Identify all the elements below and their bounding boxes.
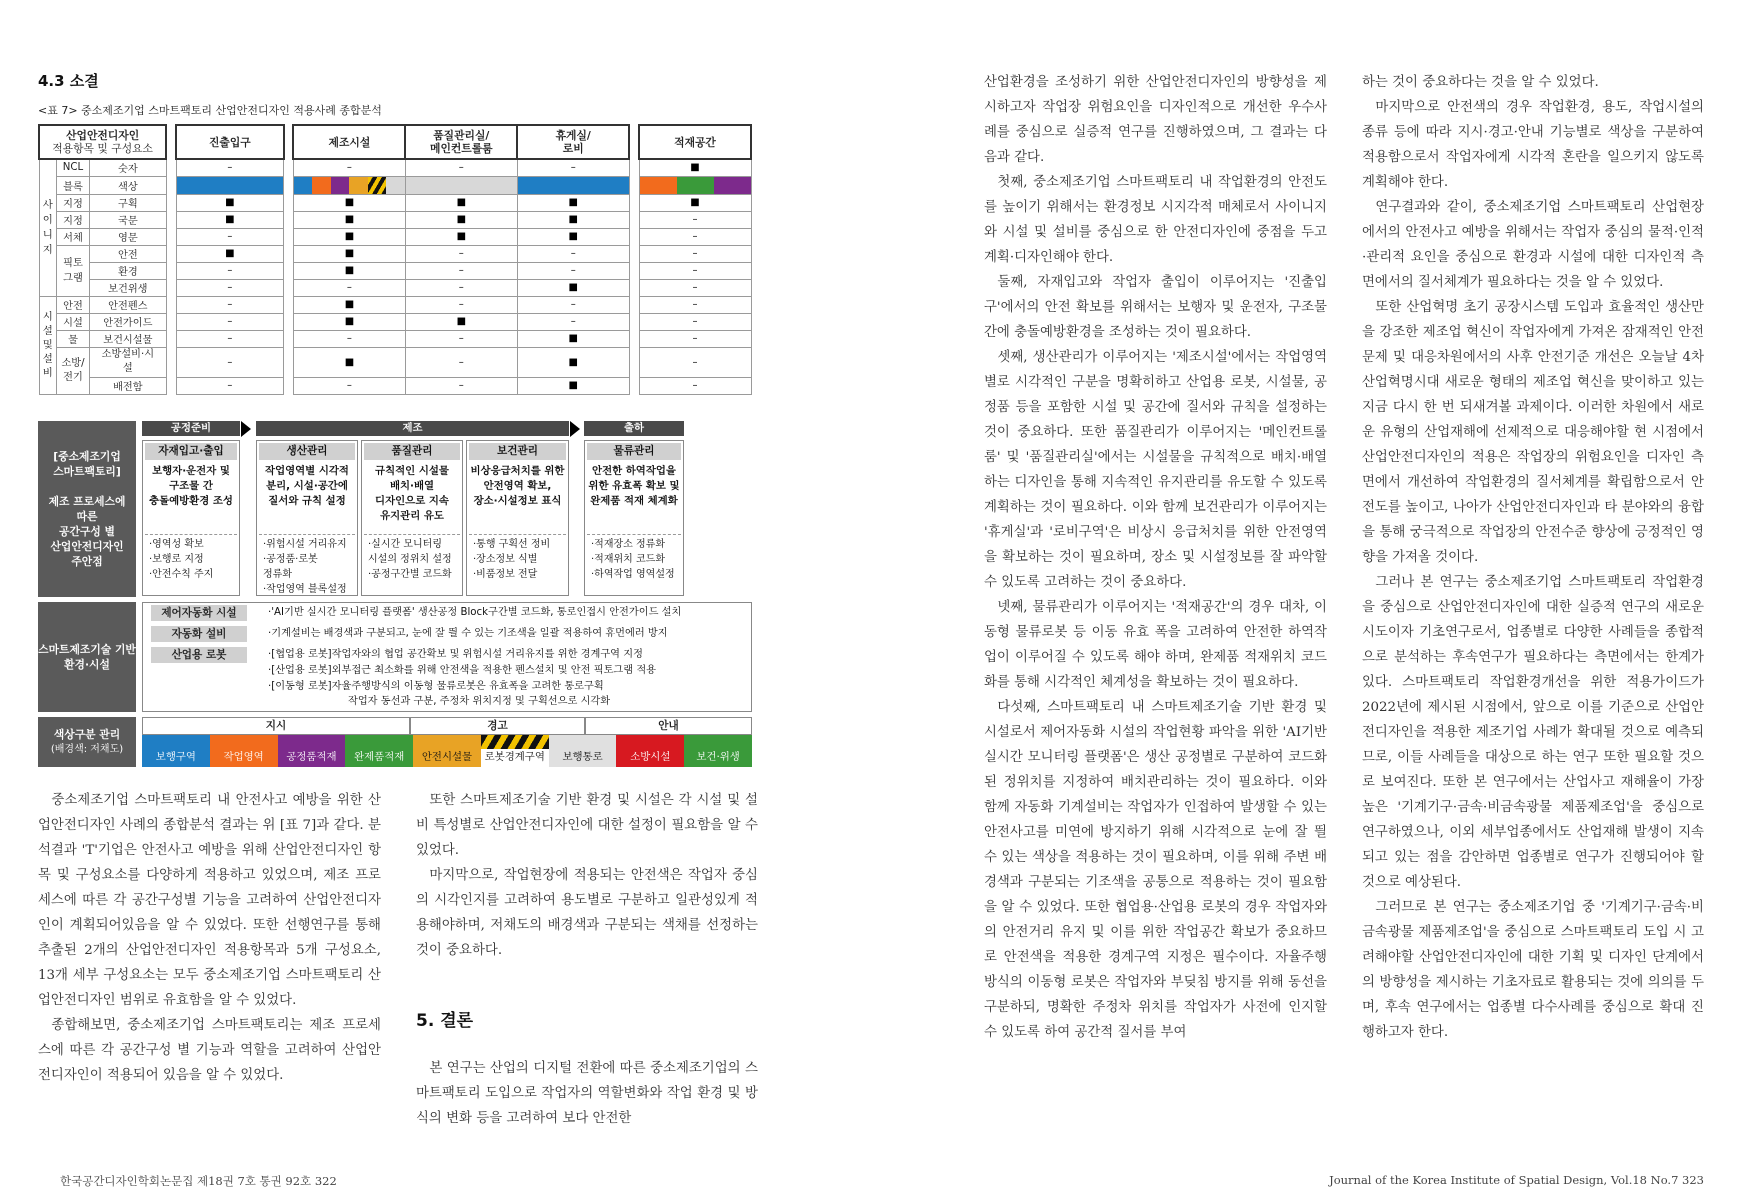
process-desc: 안전한 하역작업을 위한 유효폭 확보 및 완제품 적재 체계화 (588, 465, 680, 507)
sub-group: 소방/ 전기 (57, 347, 90, 394)
legend-cell-label: 완제품적재 (354, 751, 405, 763)
color-bar (640, 177, 751, 194)
mark-cell: – (639, 228, 751, 245)
item-label: 안전펜스 (89, 296, 166, 313)
factor-control-automation: 제어자동화 시설 (151, 605, 247, 621)
paragraph: 중소제조기업 스마트팩토리 내 안전사고 예방을 위한 산업안전디자인 사례의 종합분석 결과는 위 [표 7]과 같다. 분석결과 'T'기업은 안전사고 예방을 위해 산업안전디자인 항목 및 구성요소를 다양하게 적용하고 있었으며, 제조 프로세스에 따른 각 공간구성별 기능을 고려하여 산업안전디자인이 계획되어있음을 알 수 있었다. 또한 선행연구를 통해 추출된 2개의 산업안전디자인 적용항목과 5개 구성요소, 13개 세부 구성요소는 모두 중소제조기업 스마트팩토리 산업안전디자인 범위로 유효함을 알 수 있었다. (38, 793, 381, 1008)
mark-cell: ■ (293, 194, 405, 211)
legend-cell-label: 보행구역 (155, 751, 196, 763)
smart-line-5: ·[이동형 로봇]자율주행방식의 이동형 물류로봇은 유효폭을 고려한 통로구획 (268, 681, 604, 692)
mark-cell: – (639, 330, 751, 347)
mark-cell: – (517, 245, 629, 262)
mark-cell: – (176, 262, 284, 279)
mark-cell: – (176, 330, 284, 347)
process-items: ·통행 구획선 정비 ·장소정보 식별 ·비품정보 전달 (469, 534, 566, 582)
color-cell (517, 176, 629, 194)
paragraph: 그러나 본 연구는 중소제조기업 스마트팩토리 작업환경을 중심으로 산업안전디자인에 대한 실증적 연구의 새로운 시도이자 기초연구로서, 업종별로 다양한 사례들을 종합적으로 분석하는 후속연구가 필요하다는 측면에서는 한계가 있다. 스마트팩토리 작업환경개선을 위한 적용가이드가 2022년에 제시된 시점에서, 앞으로 이를 기준으로 산업안전디자인을 적용한 제조기업 사례가 확대될 것으로 예측되므로, 이들 사례들을 대상으로 하는 연구 또한 필요할 것으로 보여진다. 또한 본 연구에서는 산업사고 재해율이 가장 높은 '기계기구·금속·비금속광물 제품제조업'을 중심으로 연구하였으나, 이외 세부업종에서도 산업재해 발생이 지속되고 있는 점을 감안하면 업종별로 연구가 진행되어야 할 것으로 예상된다. (1362, 575, 1704, 890)
process-title: 자재입고·출입 (145, 443, 237, 460)
col-header-manufacturing: 제조시설 (293, 125, 405, 159)
process-desc: 비상응급처치를 위한 안전영역 확보, 장소·시설정보 표식 (470, 465, 565, 507)
paragraph: 마지막으로, 작업현장에 적용되는 안전색은 작업자 중심의 시각인지를 고려하여 용도별로 구분하고 일관성있게 적용해야하며, 저채도의 배경색과 구분되는 색채를 선정하는 것이 중요하다. (416, 868, 758, 958)
table-row (39, 245, 751, 262)
process-title: 보건관리 (469, 443, 566, 460)
footer-right: Journal of the Korea Institute of Spatial Design, Vol.18 No.7 323 (1329, 1173, 1704, 1187)
mark-cell: ■ (293, 262, 405, 279)
text-column-4 (1362, 70, 1704, 1045)
process-column (256, 440, 358, 596)
paragraph: 마지막으로 안전색의 경우 작업환경, 용도, 작업시설의 종류 등에 따라 지시·경고·안내 기능별로 색상을 구분하여 적용함으로서 작업자에게 시각적 혼란을 일으키지 않도록 계획해야 한다. (1362, 100, 1704, 190)
color-cell (639, 176, 751, 194)
mark-cell: ■ (293, 296, 405, 313)
process-left-label: [중소제조기업 스마트팩토리] 제조 프로세스에 따른 공간구성 별 산업안전디자인 주안점 (38, 421, 136, 597)
process-items: ·실시간 모니터링 시설의 정위치 설정 ·공정구간별 코드화 (364, 534, 460, 582)
mark-cell: ■ (293, 211, 405, 228)
table-row (39, 313, 751, 330)
paragraph: 그러므로 본 연구는 중소제조기업 중 '기계기구·금속·비금속광물 제품제조업'을 중심으로 스마트팩토리 도입 시 고려해야할 산업안전디자인에 대한 기획 및 디자인 단계에서의 방향성을 제시하는 기초자료로 활용되는 것에 의의를 두며, 후속 연구에서는 업종별 다수사례를 중심으로 확대 진행하고자 한다. (1362, 900, 1704, 1040)
color-bar (294, 177, 405, 194)
legend-cell-label: 소방시설 (630, 751, 671, 763)
col-header-quality-room: 품질관리실/ 메인컨트롤룸 (405, 125, 517, 159)
process-column (466, 440, 569, 596)
legend-group-instruction: 지시 (142, 717, 410, 735)
item-label: 영문 (89, 228, 166, 245)
sub-group: 지정 (57, 194, 90, 211)
mark-cell: – (405, 347, 517, 377)
sub-group: 지정 (57, 211, 90, 228)
sub-group (57, 245, 90, 296)
process-desc: 규칙적인 시설물 배치·배열 디자인으로 지속 유지관리 유도 (375, 465, 449, 522)
col-header-storage: 적재공간 (639, 125, 751, 159)
mark-cell: ■ (405, 228, 517, 245)
legend-cell-label: 로봇경계구역 (484, 751, 545, 763)
color-cell (405, 176, 517, 194)
table-row (39, 296, 751, 313)
color-bar (406, 177, 517, 194)
paragraph: 하는 것이 중요하다는 것을 알 수 있었다. (1362, 75, 1599, 90)
table-row (39, 176, 751, 194)
legend-cell (549, 735, 617, 767)
paragraph: 산업환경을 조성하기 위한 산업안전디자인의 방향성을 제시하고자 작업장 위험요인을 디자인적으로 개선한 우수사례를 중심으로 실증적 연구를 진행하였으며, 그 결과는 다음과 같다. (984, 75, 1327, 165)
phase-arrow-1 (241, 421, 251, 437)
legend-cell (616, 735, 684, 767)
mark-cell: ■ (293, 347, 405, 377)
mark-cell: ■ (176, 245, 284, 262)
item-label: 구획 (89, 194, 166, 211)
summary-table (38, 124, 752, 395)
phase-shipping: 출하 (584, 421, 684, 436)
paragraph: 첫째, 중소제조기업 스마트팩토리 내 작업환경의 안전도를 높이기 위해서는 환경정보 시지각적 매체로서 사이니지와 시설 및 설비를 중심으로 한 안전디자인에 중점을 두고 계획·디자인해야 한다. (984, 175, 1327, 265)
footer-left: 한국공간디자인학회논문집 제18권 7호 통권 92호 322 (60, 1174, 337, 1188)
item-label: 환경 (89, 262, 166, 279)
paragraph: 또한 스마트제조기술 기반 환경 및 시설은 각 시설 및 설비 특성별로 산업안전디자인에 대한 설정이 필요함을 알 수 있었다. (416, 793, 758, 858)
mark-cell: – (517, 296, 629, 313)
process-diagram (38, 421, 752, 597)
paragraph: 연구결과와 같이, 중소제조기업 스마트팩토리 산업현장에서의 안전사고 예방을 위해서는 작업자 중심의 물적·인적·관리적 요인을 중심으로 환경과 시설에 대한 디자인적 측면에서의 질서체계가 필요하다는 것을 알 수 있었다. (1362, 200, 1704, 290)
mark-cell: – (639, 279, 751, 296)
mark-cell: – (639, 211, 751, 228)
smart-tech-section (38, 602, 752, 712)
mark-cell: ■ (639, 194, 751, 211)
legend-left-label (38, 717, 136, 767)
mark-cell: ■ (405, 194, 517, 211)
mark-cell: ■ (405, 313, 517, 330)
mark-cell: – (405, 279, 517, 296)
legend-cell (210, 735, 278, 767)
mark-cell: – (293, 330, 405, 347)
mark-cell: – (176, 347, 284, 377)
phase-manufacturing: 제조 (256, 421, 569, 436)
smart-left-label: 스마트제조기술 기반 환경·시설 (38, 602, 136, 712)
legend-cell (413, 735, 481, 767)
legend-cell (278, 735, 346, 767)
legend-group-guidance: 안내 (585, 717, 752, 735)
table-row (39, 159, 751, 176)
process-title: 생산관리 (259, 443, 355, 460)
mark-cell: ■ (517, 279, 629, 296)
sub-group: 서체 (57, 228, 90, 245)
mark-cell: – (639, 313, 751, 330)
sub-group: 물 (57, 330, 90, 347)
mark-cell: – (639, 262, 751, 279)
item-label: 국문 (89, 211, 166, 228)
legend-subtitle: (배경색: 저채도) (50, 744, 124, 755)
col-header-lounge: 휴게실/ 로비 (517, 125, 629, 159)
mark-cell: – (405, 245, 517, 262)
mark-cell: ■ (517, 194, 629, 211)
color-cell (176, 176, 284, 194)
table-corner-header (39, 125, 166, 159)
section-heading-5: 5. 결론 (416, 1011, 474, 1031)
mark-cell: – (293, 159, 405, 176)
table-row (39, 377, 751, 394)
legend-group-warning: 경고 (410, 717, 585, 735)
sub-group-line: 픽토 (63, 257, 83, 269)
legend-cell-label: 공정품적재 (286, 751, 337, 763)
text-column-1 (38, 788, 381, 1088)
item-label: 소방설비·시 설 (89, 347, 166, 377)
mark-cell: – (639, 377, 751, 394)
smart-line-1: ·'AI기반 실시간 모니터링 플랫폼' 생산공정 Block구간별 코드화, 통로인접시 안전가이드 설치 (268, 607, 682, 618)
paragraph: 본 연구는 산업의 디지털 전환에 따른 중소제조기업의 스마트팩토리 도입으로 작업자의 역할변화와 작업 환경 및 방식의 변화 등을 고려하여 보다 안전한 (416, 1061, 758, 1126)
mark-cell: ■ (517, 330, 629, 347)
mark-cell: – (639, 347, 751, 377)
process-column (361, 440, 463, 596)
item-label: 숫자 (89, 159, 166, 176)
table-row (39, 347, 751, 377)
mark-cell: – (176, 377, 284, 394)
mark-cell: ■ (639, 159, 751, 176)
group-facility: 시 설 및 설 비 (39, 296, 57, 394)
item-label: 색상 (89, 176, 166, 194)
table-row (39, 228, 751, 245)
item-label: 보건위생 (89, 279, 166, 296)
sub-group: NCL (57, 159, 90, 176)
corner-line1: 산업안전디자인 (66, 129, 140, 142)
legend-cell (142, 735, 210, 767)
paragraph: 둘째, 자재입고와 작업자 출입이 이루어지는 '진출입구'에서의 안전 확보를 위해서는 보행자 및 운전자, 구조물 간에 충돌예방환경을 조성하는 것이 필요하다. (984, 275, 1327, 340)
mark-cell: ■ (293, 245, 405, 262)
legend-cell-label: 보건·위생 (696, 751, 740, 763)
smart-line-3: ·[협업용 로봇]작업자와의 협업 공간확보 및 위험시설 거리유지를 위한 경계구역 지정 (268, 649, 643, 660)
process-column (584, 440, 684, 596)
text-column-3 (984, 70, 1327, 1045)
mark-cell: ■ (293, 313, 405, 330)
mark-cell: – (517, 159, 629, 176)
mark-cell: – (405, 330, 517, 347)
mark-cell: – (176, 159, 284, 176)
factor-automation-equipment: 자동화 설비 (151, 626, 247, 642)
legend-cell-label: 작업영역 (223, 751, 264, 763)
sub-group-line: 그램 (63, 272, 83, 284)
legend-cell-label: 안전시설물 (421, 751, 473, 763)
process-items: ·적재장소 정류화 ·적재위치 코드화 ·하역작업 영역설정 (587, 534, 681, 582)
mark-cell: ■ (517, 228, 629, 245)
process-items: ·위험시설 거리유지 ·공정품·로봇 정류화 ·작업영역 블록설정 (259, 534, 355, 597)
section-heading-4-3: 4.3 소결 (38, 72, 99, 90)
mark-cell: – (405, 377, 517, 394)
table-row (39, 330, 751, 347)
legend-cell (345, 735, 413, 767)
paragraph: 넷째, 물류관리가 이루어지는 '적재공간'의 경우 대차, 이동형 물류로봇 등 이동 유효 폭을 고려하여 안전한 하역작업이 이루어질 수 있도록 해야 하며, 완제품 적재위치 코드화를 통해 시각적인 체계성을 확보하는 것이 필요하다. (984, 600, 1327, 690)
mark-cell: ■ (293, 228, 405, 245)
mark-cell: ■ (176, 211, 284, 228)
color-cell (293, 176, 405, 194)
paragraph: 셋째, 생산관리가 이루어지는 '제조시설'에서는 작업영역별로 시각적인 구분을 명확히하고 산업용 로봇, 시설물, 공정품 등을 포함한 시설 및 공간에 질서와 규칙을 설정하는 것이 중요하다. 또한 품질관리가 이루어지는 '메인컨트롤룸' 및 '품질관리실'에서는 시설물을 규칙적으로 배치·배열하는 디자인을 통해 지속적인 유지관리를 유도할 수 있도록 계획하는 것이 필요하다. 이와 함께 보건관리가 이루어지는 '휴게실'과 '로비구역'은 비상시 응급처치를 위한 안전영역을 확보하는 것이 필요하며, 장소 및 시설정보를 잘 파악할 수 있도록 고려하는 것이 중요하다. (984, 350, 1327, 590)
process-items: ·영역성 확보 ·보행로 지정 ·안전수칙 주지 (145, 534, 237, 582)
text-column-2b (416, 1056, 758, 1131)
phase-arrow-2 (570, 421, 580, 437)
legend-cell (481, 735, 549, 767)
table-row (39, 262, 751, 279)
item-label: 배전함 (89, 377, 166, 394)
mark-cell: – (517, 262, 629, 279)
mark-cell: ■ (405, 211, 517, 228)
item-label: 보건시설물 (89, 330, 166, 347)
process-title: 품질관리 (364, 443, 460, 460)
paragraph: 또한 산업혁명 초기 공장시스템 도입과 효율적인 생산만을 강조한 제조업 혁신이 작업자에게 가져온 잠재적인 안전문제 및 대응차원에서의 사후 안전기준 개선은 오늘날 4차 산업혁명시대 새로운 형태의 제조업 혁신을 맞이하고 있는 지금 다시 한 번 되새겨볼 과제이다. 이러한 차원에서 새로운 유형의 산업재해에 선제적으로 대응해야할 현 시점에서 산업안전디자인의 적용은 작업장의 위험요인을 디자인 측면에서 개선하여 작업환경의 질서체계를 확립함으로서 안전도를 높이고, 나아가 산업안전디자인과 타 분야와의 융합을 통해 궁극적으로 작업장의 안전수준 향상에 긍정적인 영향을 가져올 것이다. (1362, 300, 1704, 565)
mark-cell: – (639, 245, 751, 262)
paragraph: 종합해보면, 중소제조기업 스마트팩토리는 제조 프로세스에 따른 각 공간구성 별 기능과 역할을 고려하여 산업안전디자인이 적용되어 있음을 알 수 있었다. (38, 1018, 381, 1083)
mark-cell: – (405, 262, 517, 279)
process-desc: 보행자·운전자 및 구조물 간 충돌예방환경 조성 (149, 465, 233, 507)
table-caption: <표 7> 중소제조기업 스마트팩토리 산업안전디자인 적용사례 종합분석 (38, 104, 382, 117)
factor-industrial-robot: 산업용 로봇 (151, 647, 247, 663)
table-row (39, 211, 751, 228)
mark-cell: ■ (517, 347, 629, 377)
sub-group: 블록 (57, 176, 90, 194)
paragraph: 다섯째, 스마트팩토리 내 스마트제조기술 기반 환경 및 시설로서 제어자동화 시설의 작업현황 파악을 위한 'AI기반 실시간 모니터링 플랫폼'은 생산 공정별로 구분하여 코드화된 정위치를 지정하여 배치관리하는 것이 필요하다. 이와 함께 자동화 기계설비는 작업자가 인접하여 발생할 수 있는 안전사고를 미연에 방지하기 위해 시각적으로 눈에 잘 띌 수 있는 색상을 적용하는 것이 필요하며, 이를 위해 주변 배경색과 구분되는 기조색을 공통으로 적용하는 것이 필요함을 알 수 있었다. 또한 협업용·산업용 로봇의 경우 작업자와의 안전거리 유지 및 이를 위한 작업공간 확보가 중요하므로 안전색을 적용한 경계구역 지정은 필수이다. 자율주행 방식의 이동형 로봇은 작업자와 부딪침 방지를 위해 동선을 구분하되, 명확한 주정차 위치를 작업자가 사전에 인지할 수 있도록 하여 공간적 질서를 부여 (984, 700, 1327, 1040)
mark-cell: – (293, 279, 405, 296)
color-bar (177, 177, 284, 194)
mark-cell: – (293, 377, 405, 394)
mark-cell: ■ (176, 194, 284, 211)
sub-group: 안전 (57, 296, 90, 313)
item-label: 안전가이드 (89, 313, 166, 330)
phase-preparation: 공정준비 (142, 421, 240, 436)
legend-cell (684, 735, 752, 767)
corner-line2: 적용항목 및 구성요소 (52, 142, 153, 155)
col-header-entrance: 진출입구 (176, 125, 284, 159)
mark-cell: ■ (517, 377, 629, 394)
smart-line-2: ·기계설비는 배경색과 구분되고, 눈에 잘 띌 수 있는 기조색을 일괄 적용하여 휴먼에러 방지 (268, 628, 668, 639)
table-row (39, 194, 751, 211)
mark-cell: ■ (517, 211, 629, 228)
mark-cell: – (176, 313, 284, 330)
smart-line-4: ·[산업용 로봇]외부접근 최소화를 위해 안전색을 적용한 펜스설치 및 안전 픽토그램 적용 (268, 665, 657, 676)
mark-cell: – (517, 313, 629, 330)
sub-group: 시설 (57, 313, 90, 330)
color-bar (518, 177, 629, 194)
process-title: 물류관리 (587, 443, 681, 460)
process-desc: 작업영역별 시각적 분리, 시설·공간에 질서와 규칙 설정 (265, 465, 349, 507)
mark-cell: – (176, 296, 284, 313)
group-signage: 사 이 니 지 (39, 159, 57, 296)
mark-cell: – (405, 159, 517, 176)
mark-cell: – (176, 279, 284, 296)
item-label: 안전 (89, 245, 166, 262)
mark-cell: – (639, 296, 751, 313)
legend-cell-label: 보행통로 (562, 751, 603, 763)
smart-line-6: 작업자 동선과 구분, 주정차 위치지정 및 구획선으로 시각화 (348, 696, 611, 707)
mark-cell: – (405, 296, 517, 313)
process-column (142, 440, 240, 596)
text-column-2 (416, 788, 758, 963)
legend-title: 색상구분 관리 (53, 728, 121, 741)
color-legend (38, 717, 752, 767)
mark-cell: – (176, 228, 284, 245)
stripe-swatch (481, 735, 549, 749)
table-row (39, 279, 751, 296)
